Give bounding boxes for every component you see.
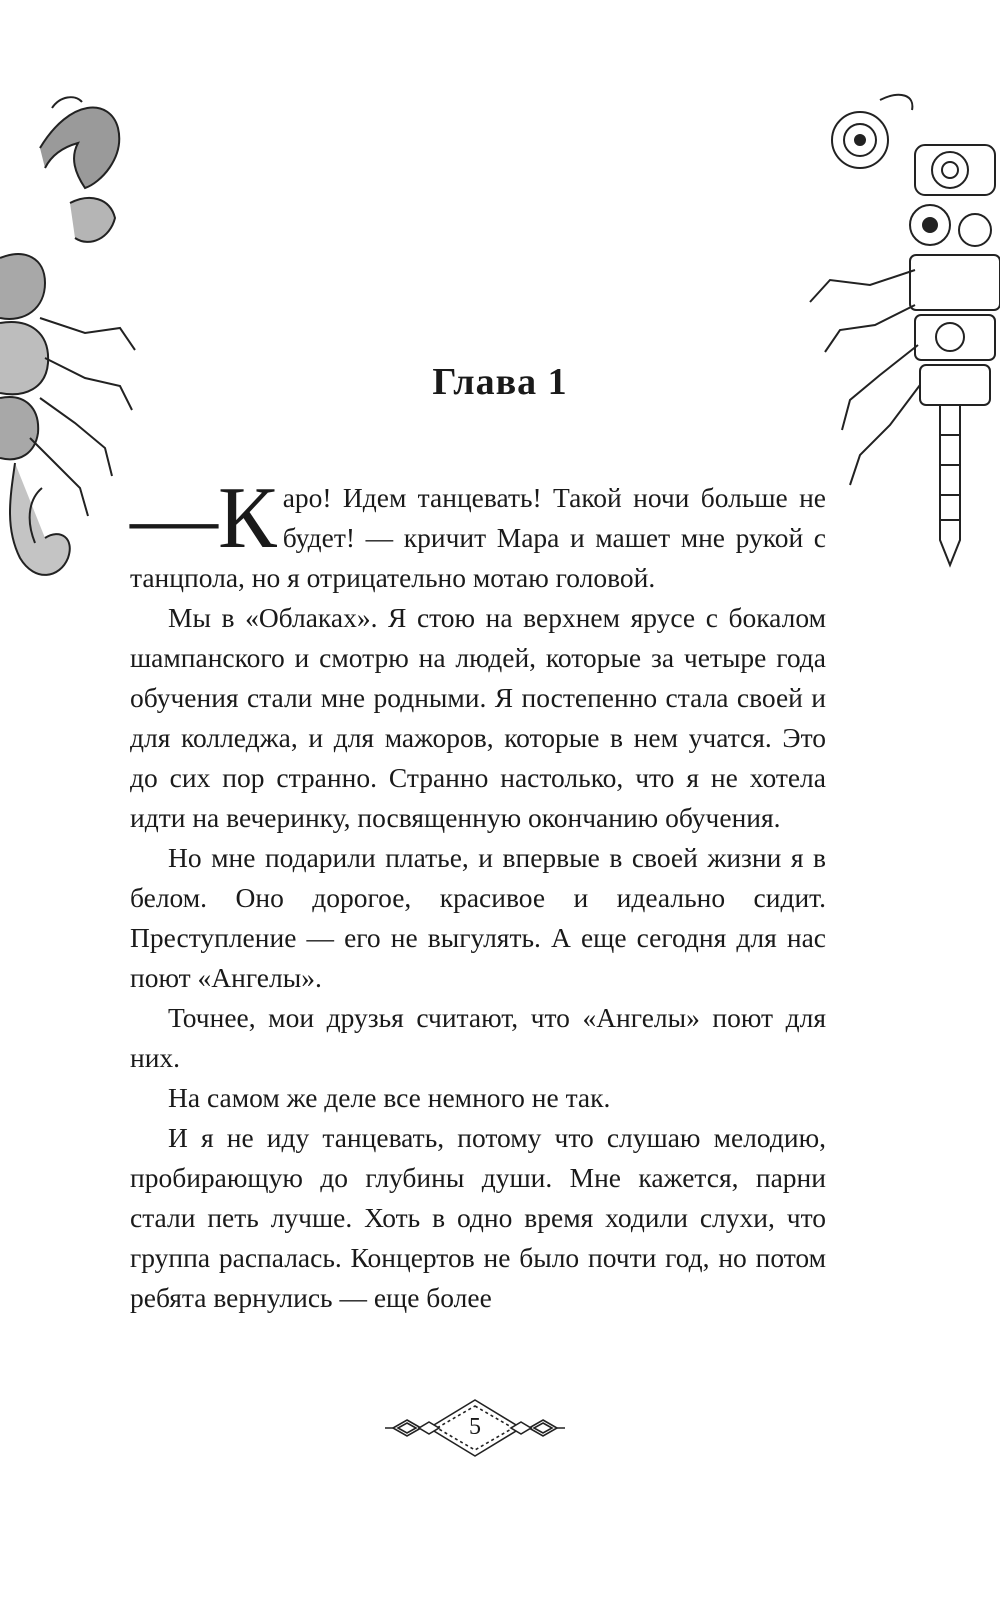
page-folio [385,1398,565,1458]
paragraph: Точнее, мои друзья считают, что «Ангелы» поют для них. [130,1002,826,1073]
page-number: 5 [469,1414,481,1440]
paragraph [130,470,826,598]
paragraph: Мы в «Облаках». Я стою на верхнем ярусе с бокалом шампанского и смотрю на людей, которые за четыре года обучения стали мне родными. Я постепенно стала своей и для колледжа, и для мажоров, которые в нем учатся. Это до сих пор странно. Странно настолько, что я не хотела идти на вечеринку, посвященную окончанию обучения. [130,602,826,833]
paragraph: На самом же деле все немного не так. [168,1082,611,1113]
paragraph: И я не иду танцевать, потому что слушаю мелодию, пробирающую до глубины души. Мне кажется, парни стали петь лучше. Хоть в одно время ходили слухи, что группа распалась. Концертов не было почти год, но потом ребята вернулись — еще более [130,1122,826,1313]
drop-cap: —К [130,470,277,567]
chapter-title: Глава 1 [432,361,568,403]
paragraph: Но мне подарили платье, и впервые в своей жизни я в белом. Оно дорогое, красивое и идеально сидит. Преступление — его не выгулять. А еще сегодня для нас поют «Ангелы». [130,842,826,993]
paragraph-text: аро! Идем танцевать! Такой ночи больше не будет! — кричит Мара и машет мне рукой с танцпола, но я отрицательно мотаю головой. [130,482,826,593]
chapter-body [130,470,826,1318]
mechanical-scorpion-illustration-icon [800,80,1000,570]
